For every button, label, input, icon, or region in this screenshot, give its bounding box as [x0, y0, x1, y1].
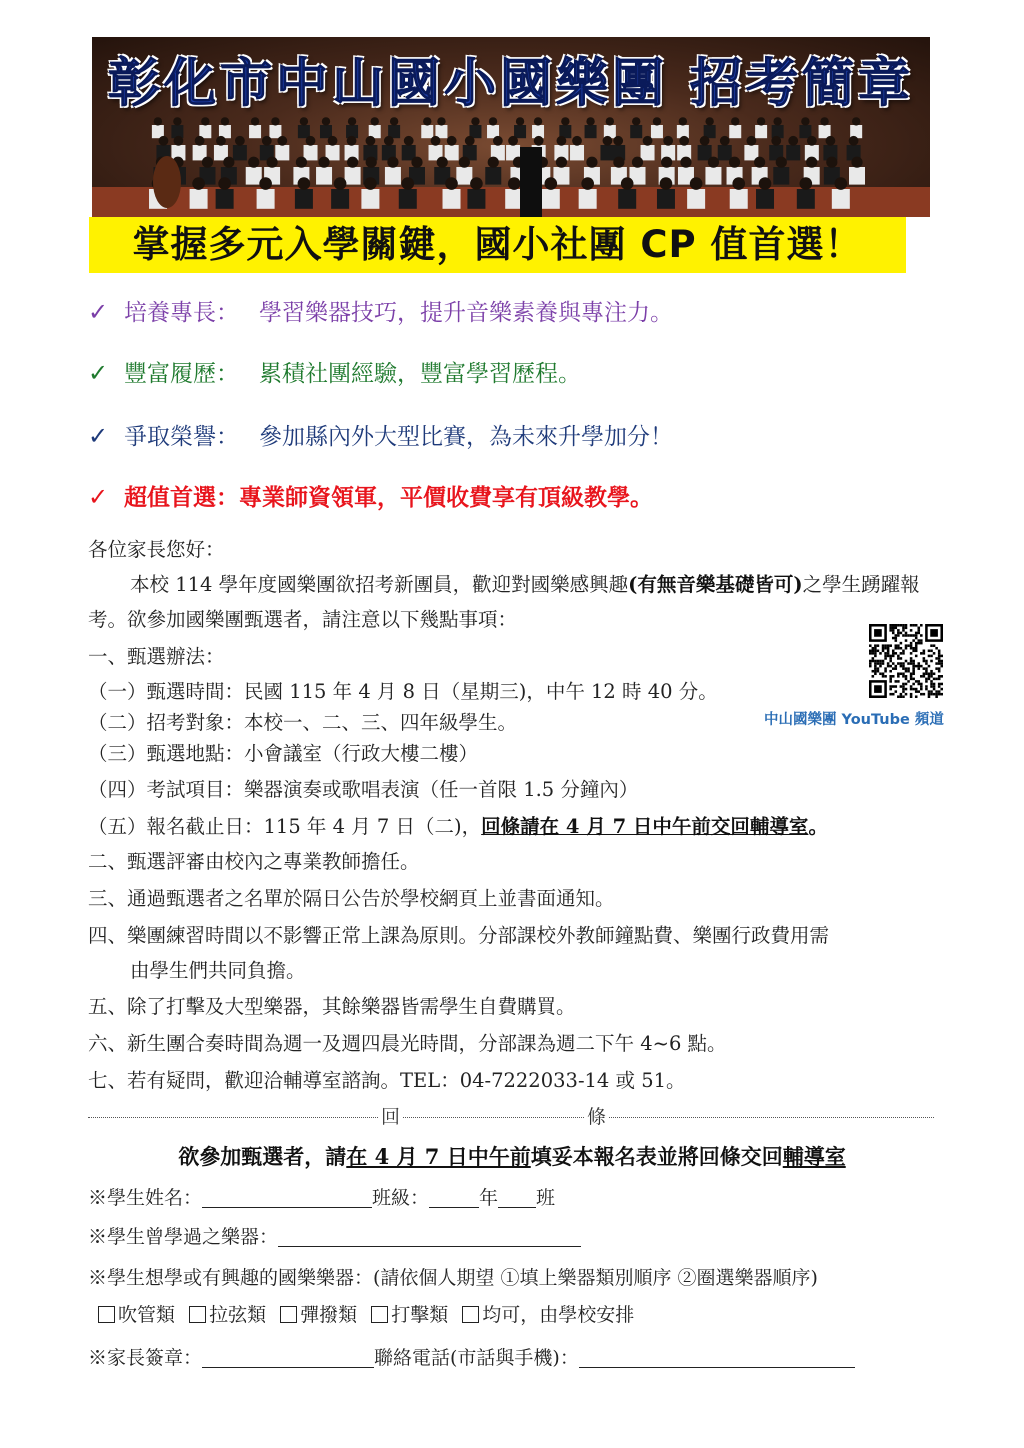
- youtube-channel-label[interactable]: 中山國樂團 YouTube 頻道: [764, 712, 944, 728]
- student-name-label: ※學生姓名：: [88, 1187, 203, 1209]
- class-label: 班級：: [372, 1187, 430, 1209]
- option-label: 彈撥類: [300, 1304, 358, 1326]
- feature-item: [88, 481, 653, 513]
- grade-field[interactable]: [429, 1188, 479, 1208]
- checkbox-icon[interactable]: [371, 1306, 388, 1323]
- instrument-options: [98, 1300, 642, 1330]
- class-field[interactable]: [498, 1188, 536, 1208]
- form-title-deadline: 在 4 月 7 日中午前: [346, 1144, 531, 1169]
- cut-label-left: 回: [381, 1106, 401, 1128]
- feature-item: [88, 420, 673, 452]
- section-item: 由學生們共同負擔。: [130, 959, 306, 982]
- qr-code-icon[interactable]: [869, 624, 943, 698]
- section-item: 七、若有疑問，歡迎洽輔導室諮詢。TEL：04-7222033-14 或 51。: [88, 1069, 686, 1092]
- grade-unit: 年: [479, 1187, 499, 1209]
- cut-label-right: 條: [587, 1106, 607, 1128]
- feature-item: [88, 357, 581, 389]
- student-info-row: [88, 1183, 555, 1213]
- learned-instrument-label: ※學生曾學過之樂器：: [88, 1226, 279, 1248]
- section-item: 四、樂團練習時間以不影響正常上課為原則。分部課校外教師鐘點費、樂團行政費用需: [88, 924, 830, 947]
- form-title-text: 欲參加甄選者，請: [178, 1144, 347, 1169]
- section-item: 六、新生團合奏時間為週一及週四晨光時間，分部課為週二下午 4~6 點。: [88, 1032, 727, 1055]
- feature-label: 培養專長：: [124, 300, 239, 326]
- signature-row: [88, 1343, 855, 1373]
- parent-signature-field[interactable]: [202, 1348, 374, 1368]
- intro-text: 本校 114 學年度國樂團欲招考新團員，歡迎對國樂感興趣: [130, 573, 629, 596]
- intro-text: 之學生踴躍報: [802, 573, 920, 596]
- interest-label: ※學生想學或有興趣的國樂樂器：(請依個人期望 ①填上樂器類別順序 ②圈選樂器順序): [88, 1267, 818, 1289]
- feature-text: 專業師資領軍，平價收費享有頂級教學。: [239, 485, 653, 511]
- cut-line: [88, 1104, 934, 1130]
- deadline-emphasis: 回條請在 4 月 7 日中午前交回輔導室: [481, 815, 809, 838]
- form-title-text: 填妥本報名表並將回條交回: [530, 1144, 783, 1169]
- rule-item: （四）考試項目：樂器演奏或歌唱表演（任一首限 1.5 分鐘內）: [88, 778, 639, 801]
- feature-label: 超值首選：: [124, 485, 239, 511]
- feature-text: 學習樂器技巧，提升音樂素養與專注力。: [259, 300, 673, 326]
- greeting: 各位家長您好：: [88, 538, 225, 561]
- feature-label: 爭取榮譽：: [124, 424, 239, 450]
- form-title: [0, 1141, 1024, 1171]
- intro-emphasis: (有無音樂基礎皆可): [628, 573, 803, 596]
- phone-field[interactable]: [579, 1348, 855, 1368]
- banner-photo: [92, 37, 930, 217]
- form-title-office: 輔導室: [782, 1144, 846, 1169]
- section-heading: 一、甄選辦法：: [88, 645, 225, 668]
- checkmark-icon: ✓: [88, 298, 109, 326]
- deadline-text: （五）報名截止日：115 年 4 月 7 日（二)，: [88, 815, 482, 838]
- checkbox-icon[interactable]: [98, 1306, 115, 1323]
- rule-item: （三）甄選地點：小會議室（行政大樓二樓）: [88, 742, 479, 765]
- intro-line: 考。欲參加國樂團甄選者，請注意以下幾點事項：: [88, 608, 518, 631]
- option-any[interactable]: [462, 1300, 634, 1330]
- class-unit: 班: [536, 1187, 556, 1209]
- checkbox-icon[interactable]: [189, 1306, 206, 1323]
- checkbox-icon[interactable]: [280, 1306, 297, 1323]
- option-label: 均可，由學校安排: [482, 1304, 635, 1326]
- rule-item: （二）招考對象：本校一、二、三、四年級學生。: [88, 711, 518, 734]
- feature-item: [88, 296, 673, 328]
- dotted-divider: [88, 1117, 934, 1118]
- feature-label: 豐富履歷：: [124, 361, 239, 387]
- rule-item: （一）甄選時間：民國 115 年 4 月 8 日（星期三)，中午 12 時 40 分。: [88, 680, 718, 703]
- option-bowed[interactable]: [189, 1300, 266, 1330]
- banner-title: 彰化市中山國小國樂團 招考簡章: [107, 54, 915, 114]
- student-name-field[interactable]: [202, 1188, 372, 1208]
- deadline-suffix: 。: [808, 815, 828, 838]
- checkmark-icon: ✓: [88, 422, 109, 450]
- option-label: 拉弦類: [209, 1304, 267, 1326]
- parent-signature-label: ※家長簽章：: [88, 1347, 203, 1369]
- checkmark-icon: ✓: [88, 483, 109, 511]
- rule-item: [88, 812, 828, 842]
- section-item: 二、甄選評審由校內之專業教師擔任。: [88, 850, 420, 873]
- intro-line: [130, 570, 920, 600]
- option-percussion[interactable]: [371, 1300, 448, 1330]
- section-item: 五、除了打擊及大型樂器，其餘樂器皆需學生自費購買。: [88, 995, 576, 1018]
- slogan: 掌握多元入學關鍵，國小社團 CP 值首選！: [89, 217, 906, 273]
- feature-text: 參加縣內外大型比賽，為未來升學加分！: [259, 424, 673, 450]
- option-wind[interactable]: [98, 1300, 175, 1330]
- learned-instrument-row: [88, 1222, 581, 1252]
- checkbox-icon[interactable]: [462, 1306, 479, 1323]
- feature-text: 累積社團經驗，豐富學習歷程。: [259, 361, 581, 387]
- phone-label: 聯絡電話(市話與手機)：: [374, 1347, 579, 1369]
- section-item: 三、通過甄選者之名單於隔日公告於學校網頁上並書面通知。: [88, 887, 615, 910]
- learned-instrument-field[interactable]: [278, 1227, 581, 1247]
- checkmark-icon: ✓: [88, 359, 109, 387]
- option-plucked[interactable]: [280, 1300, 357, 1330]
- option-label: 吹管類: [118, 1304, 176, 1326]
- option-label: 打擊類: [391, 1304, 449, 1326]
